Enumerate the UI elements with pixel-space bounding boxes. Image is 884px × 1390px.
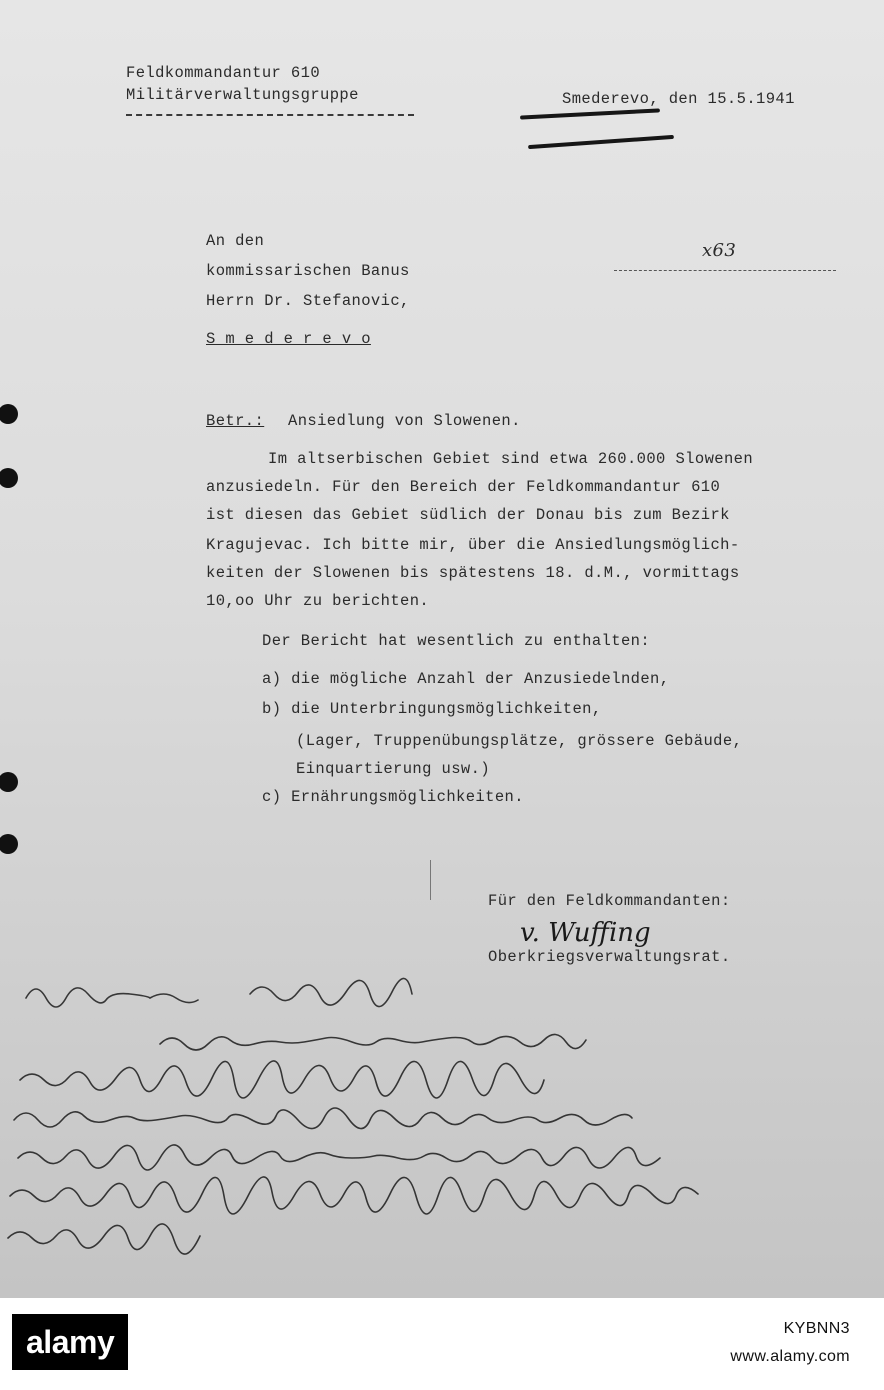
reference-number: x63: [702, 240, 737, 261]
reference-line: [614, 270, 836, 271]
signature: v. Wuffing: [520, 918, 651, 948]
report-intro: Der Bericht hat wesentlich zu enthalten:: [262, 632, 651, 650]
list-item-c: c) Ernährungsmöglichkeiten.: [262, 788, 524, 806]
body-line: 10,oo Uhr zu berichten.: [206, 592, 430, 610]
place-date: Smederevo, den 15.5.1941: [562, 90, 795, 108]
stock-footer: [0, 1298, 884, 1390]
list-item-a: a) die mögliche Anzahl der Anzusiedelnden,: [262, 670, 670, 688]
recipient-line-3: Herrn Dr. Stefanovic,: [206, 292, 410, 310]
list-item-b: b) die Unterbringungsmöglichkeiten,: [262, 700, 602, 718]
fold-mark: [430, 860, 431, 900]
ink-stroke: [520, 108, 660, 119]
punch-hole: [0, 404, 18, 424]
signoff-line-2: Oberkriegsverwaltungsrat.: [488, 948, 731, 966]
sender-line-2: Militärverwaltungsgruppe: [126, 86, 359, 104]
list-item-b-detail: (Lager, Truppenübungsplätze, grössere Gebäude,: [296, 732, 743, 750]
recipient-line-2: kommissarischen Banus: [206, 262, 410, 280]
punch-hole: [0, 772, 18, 792]
body-line: ist diesen das Gebiet südlich der Donau bis zum Bezirk: [206, 506, 730, 524]
handwritten-annotation: [0, 958, 884, 1298]
body-line: Im altserbischen Gebiet sind etwa 260.000 Slowenen: [268, 450, 754, 468]
sender-line-1: Feldkommandantur 610: [126, 64, 321, 82]
site-url: www.alamy.com: [730, 1348, 850, 1365]
image-id: KYBNN3: [783, 1320, 850, 1337]
subject-label: Betr.:: [206, 412, 265, 430]
brand-logo: alamy: [12, 1314, 128, 1370]
signoff-line-1: Für den Feldkommandanten:: [488, 892, 731, 910]
punch-hole: [0, 468, 18, 488]
handwriting-image: [0, 958, 884, 1298]
body-line: Kragujevac. Ich bitte mir, über die Ansiedlungsmöglich-: [206, 536, 740, 554]
body-line: keiten der Slowenen bis spätestens 18. d.M., vormittags: [206, 564, 740, 582]
punch-hole: [0, 834, 18, 854]
subject-text: Ansiedlung von Slowenen.: [288, 412, 521, 430]
body-line: anzusiedeln. Für den Bereich der Feldkommandantur 610: [206, 478, 721, 496]
ink-stroke: [528, 135, 674, 149]
recipient-line-1: An den: [206, 232, 265, 250]
recipient-city: S m e d e r e v o: [206, 330, 371, 348]
sender-underline: [126, 114, 414, 116]
list-item-b-detail: Einquartierung usw.): [296, 760, 491, 778]
